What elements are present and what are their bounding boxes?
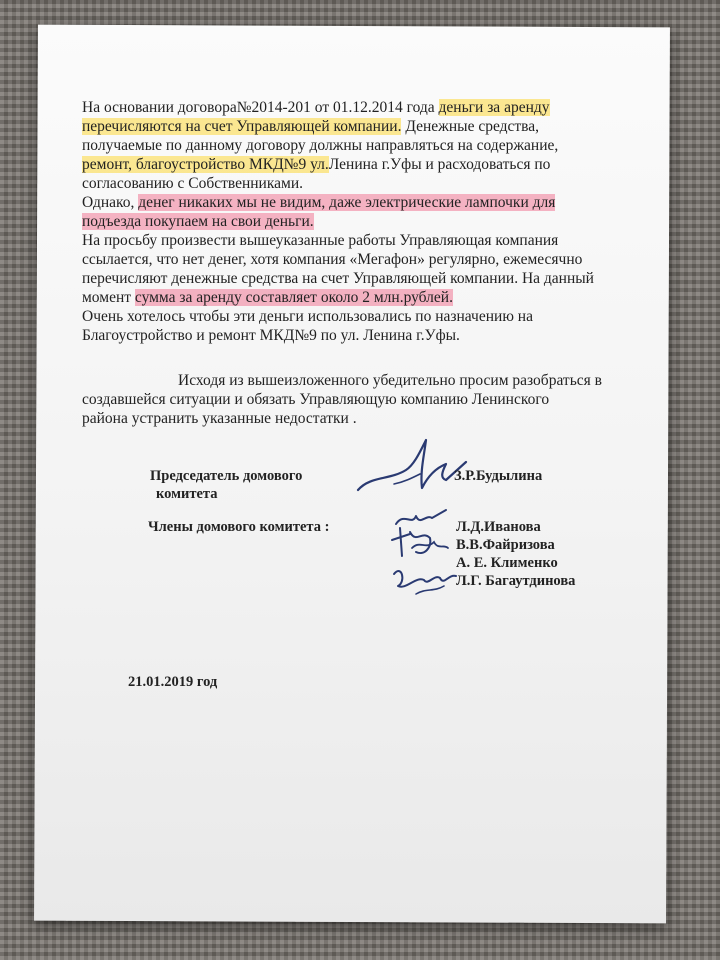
chair-label [150,467,302,503]
p3-highlight-amount: сумма за аренду составляет около 2 млн.рублей. [134,289,453,306]
letter-body [82,98,612,428]
chair-label-line-1: Председатель домового [150,468,303,484]
paragraph-2 [82,193,612,231]
members-signatures [386,504,466,604]
members-label: Члены домового комитета : [148,519,330,535]
chair-name: З.Р.Будылина [454,468,543,484]
p1-highlight-repair: ремонт, благоустройство МКД№9 ул. [82,156,329,173]
member-name: В.В.Файризова [456,537,555,553]
paragraph-3 [82,231,612,307]
p3-text-a: На просьбу произвести вышеуказанные работы Управляющая компания ссылается, что нет денег, хотя компания «Мегафон» регулярно, ежемесячно перечисляют денежные средства на счет Управляющей компании. На данный момент [82,232,594,306]
member-name: А. Е. Клименко [456,555,558,571]
member-name: Л.Г. Багаутдинова [456,573,576,589]
appeal-paragraph [82,371,612,428]
p1-text-a: На основании договора№2014-201 от 01.12.2014 года [82,99,439,116]
p2-text-a: Однако, [82,194,139,211]
p2-highlight-no-money: денег никаких мы не видим, даже электрические лампочки для подъезда покупаем на свои деньги. [82,194,556,230]
appeal-line-1: Исходя из вышеизложенного убедительно просим разобраться в [178,372,602,389]
paragraph-1 [82,98,612,193]
document-date: 21.01.2019 год [128,674,218,690]
member-name: Л.Д.Иванова [456,519,541,535]
appeal-line-2: создавшейся ситуации и обязать Управляющую компанию Ленинского [82,391,550,408]
p1-text-c: Денежные средства, получаемые по данному договору должны направляться на содержание, [82,118,559,154]
chair-signature [350,432,470,502]
p1-highlight-rent: деньги за аренду перечисляются на счет Управляющей компании. [82,99,550,135]
chair-label-line-2: комитета [156,486,218,502]
appeal-line-3: района устранить указанные недостатки . [82,410,357,427]
members-list [456,518,575,590]
paragraph-4: Очень хотелось чтобы эти деньги использовались по назначению на Благоустройство и ремонт МКД№9 по ул. Ленина г.Уфы. [82,308,533,344]
p1-text-e: Ленина г.Уфы и расходоваться по согласованию с Собственниками. [82,156,551,192]
